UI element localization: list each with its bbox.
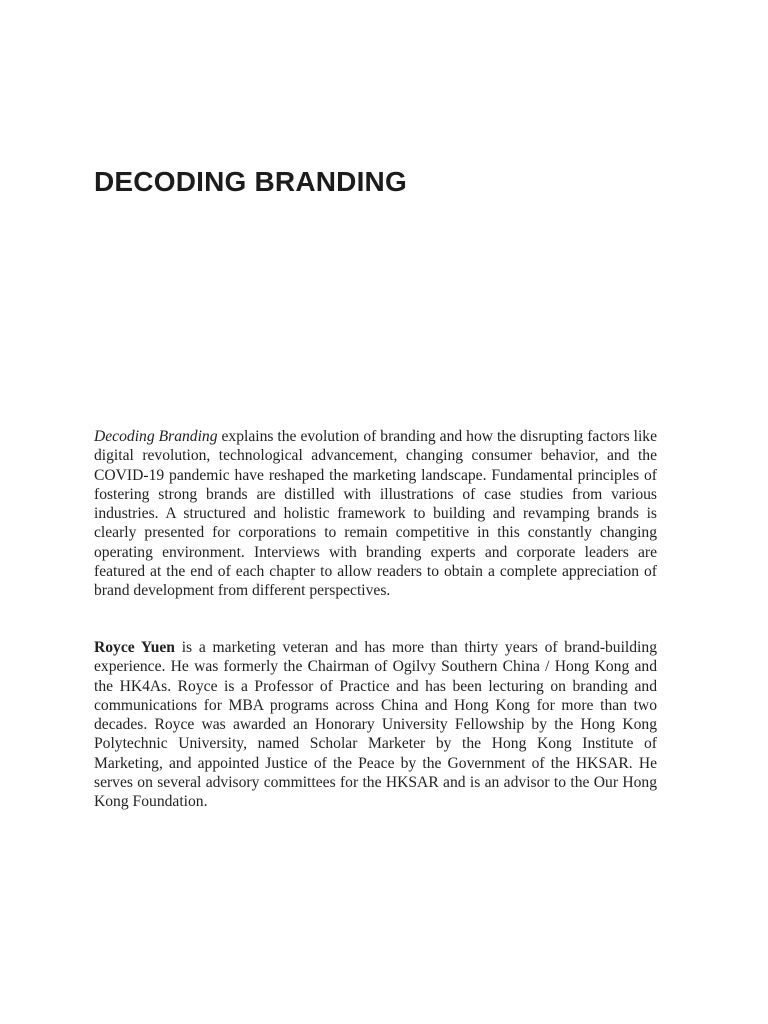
page-title: DECODING BRANDING xyxy=(94,166,407,197)
book-title-italic: Decoding Branding xyxy=(94,428,218,445)
book-description-text: explains the evolution of branding and how the disrupting factors like digital revolution, technological advancement, changing consumer behavior, and the COVID-19 pandemic have reshaped the marketing landscape. Fundamental principles of fostering strong brands are distilled with illustrations of case studies from various industries. A structured and holistic framework to building and revamping brands is clearly presented for corporations to remain competitive in this constantly changing operating environment. Interviews with branding experts and corporate leaders are featured at the end of each chapter to allow readers to obtain a complete appreciation of brand development from different perspectives. xyxy=(94,428,657,600)
author-bio xyxy=(94,638,657,812)
book-description xyxy=(94,427,657,601)
author-bio-text: is a marketing veteran and has more than thirty years of brand-building experience. He was formerly the Chairman of Ogilvy Southern China / Hong Kong and the HK4As. Royce is a Professor of Practice and has been lecturing on branding and communications for MBA programs across China and Hong Kong for more than two decades. Royce was awarded an Honorary University Fellowship by the Hong Kong Polytechnic University, named Scholar Marketer by the Hong Kong Institute of Marketing, and appointed Justice of the Peace by the Government of the HKSAR. He serves on several advisory committees for the HKSAR and is an advisor to the Our Hong Kong Foundation. xyxy=(94,639,657,811)
author-name: Royce Yuen xyxy=(94,639,175,656)
